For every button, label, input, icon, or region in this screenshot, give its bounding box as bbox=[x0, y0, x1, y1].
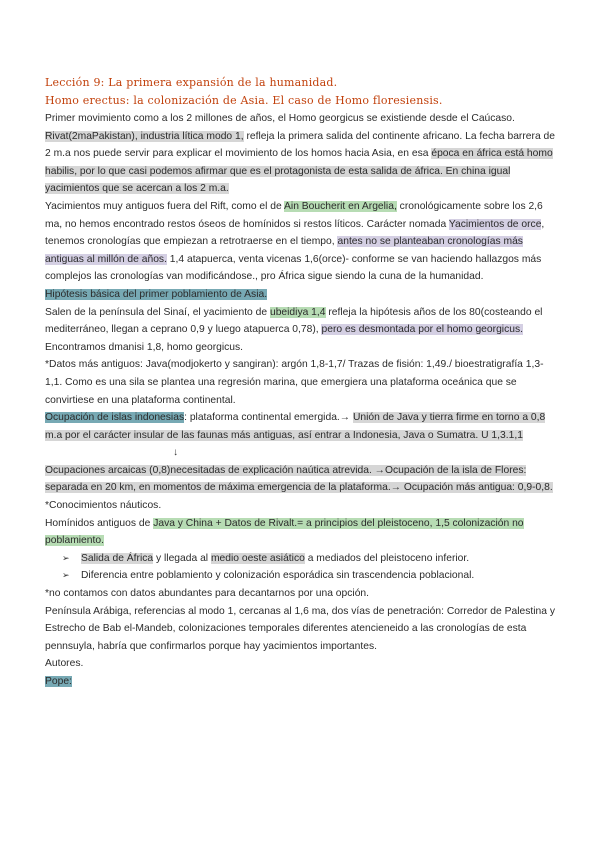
paragraph-nauticos: *Conocimientos náuticos. bbox=[45, 500, 162, 512]
highlight-hipotesis: Hipótesis básica del primer poblamiento de Asia. bbox=[45, 288, 268, 300]
highlight-ain-boucherit: Ain Boucherit en Argelia, bbox=[284, 200, 397, 212]
paragraph-flores bbox=[45, 462, 557, 497]
lesson-subtitle: Homo erectus: la colonización de Asia. El caso de Homo floresiensis. bbox=[45, 94, 443, 107]
paragraph-georgicus bbox=[45, 110, 557, 198]
highlight-homo-habilis: época en áfrica está homo habilis, por lo que casi podemos afirmar que es el protagonista de esta salida de áfrica. En china igual yacimientos que se acercan a los 2 m.a. bbox=[45, 148, 553, 195]
highlight-islas-indonesias: Ocupación de islas indonesias bbox=[45, 412, 185, 424]
text-run: y llegada al bbox=[153, 552, 211, 564]
highlight-desmontada: pero es desmontada por el homo georgicus. bbox=[321, 324, 523, 336]
text-run: Salen de la península del Sinaí, el yacimiento de bbox=[45, 306, 270, 318]
text-run: , tenemos cronologías que empiezan a retrotraerse en el tiempo, bbox=[45, 218, 545, 248]
text-run: a mediados del pleistoceno inferior. bbox=[304, 552, 470, 564]
highlight-salida-africa: Salida de África bbox=[81, 552, 154, 564]
highlight-ocupaciones: Ocupaciones arcaicas (0,8)necesitadas de explicación naútica atrevida. →Ocupación de la isla de Flores: separada en 20 km, en momentos de máxima emergencia de la plataforma.→ Ocupación más antigua: 0,9-0,8. bbox=[45, 464, 553, 494]
paragraph-datos-java: *Datos más antiguos: Java(modjokerto y sangiran): argón 1,8-1,7/ Trazas de fisión: 1,49./ bioestratigrafía 1,3-1,1. Como es una sila se plantea una regresión marina, que emergiera una plataforma oceánica que se convirtiese en una plataforma continental. bbox=[45, 359, 544, 406]
down-arrow: ↓ bbox=[173, 447, 179, 459]
paragraph-pope bbox=[45, 673, 557, 691]
paragraph-sinai bbox=[45, 304, 557, 357]
text-run: : plataforma continental emergida.→ bbox=[184, 412, 353, 424]
paragraph-indonesia bbox=[45, 409, 557, 444]
text-run: cronológicamente sobre los 2,6 ma, no hemos encontrado restos óseos de homínidos si restos líticos. Carácter nomada bbox=[45, 200, 543, 230]
highlight-union-java: Unión de Java y tierra firme en torno a 0,8 m.a por el carácter insular de las faunas más antiguas, así entrar a Indonesia, Java o Sumatra. U 1,3.1,1 bbox=[45, 412, 546, 441]
text-run: refleja la primera salida del continente africano. La fecha barrera de 2 m.a nos puede servir para explicar el movimiento de los homos hacia Asia, en esa bbox=[45, 130, 555, 160]
text-run: refleja la hipótesis años de los 80(costeando el mediterráneo, llegan a ceprano 0,9 y luego atapuerca 0,78), bbox=[45, 306, 543, 336]
list-item bbox=[45, 567, 557, 585]
highlight-medio-oeste: medio oeste asiático bbox=[210, 552, 305, 564]
text-run: 1,4 atapuerca, venta vicenas 1,6(orce)- conforme se van haciendo hallazgos más complejos las cronologías van modificándose., pro África sigue siendo la cuna de la humanidad. bbox=[45, 253, 542, 283]
highlight-ubeidiya: ubeidiya 1,4 bbox=[269, 306, 326, 318]
bullet-list bbox=[45, 550, 557, 585]
list-item bbox=[45, 550, 557, 568]
text-run: Homínidos antiguos de bbox=[45, 517, 154, 529]
text-run: Diferencia entre poblamiento y colonización esporádica sin trascendencia poblacional. bbox=[81, 570, 475, 582]
paragraph-hominidos bbox=[45, 515, 557, 550]
highlight-cronologias: antes no se planteaban cronologías más antiguas al millón de años. bbox=[45, 236, 523, 265]
highlight-orce: Yacimientos de orce bbox=[448, 218, 542, 230]
highlight-rivat: Rivat(2maPakistan), bbox=[45, 130, 141, 142]
heading-hipotesis bbox=[45, 286, 557, 304]
highlight-java-china: Java y China + Datos de Rivalt.= a principios del pleistoceno, 1,5 colonización no poblamiento. bbox=[45, 517, 524, 547]
paragraph-autores: Autores. bbox=[45, 658, 84, 670]
text-run: Primer movimiento como a los 2 millones de años, el Homo georgicus se existiende desde el Caúcaso. bbox=[45, 113, 515, 124]
paragraph-arabiga: Península Arábiga, referencias al modo 1, cercanas al 1,6 ma, dos vías de penetración: Corredor de Palestina y Estrecho de Bab el-Mandeb, colonizaciones temporales diferentes atencieneido a las cronologías de esta pennsuyla, habría que confirmarlos porque hay yacimientos importantes. bbox=[45, 605, 555, 652]
paragraph-no-datos: *no contamos con datos abundantes para decantarnos por una opción. bbox=[45, 588, 370, 600]
text-run: Encontramos dmanisi 1,8, homo georgicus. bbox=[45, 341, 244, 353]
document-page bbox=[45, 74, 557, 691]
text-run: Yacimientos muy antiguos fuera del Rift, como el de bbox=[45, 200, 285, 212]
lesson-title: Lección 9: La primera expansión de la humanidad. bbox=[45, 76, 338, 89]
highlight-pope: Pope: bbox=[45, 676, 72, 687]
paragraph-rift bbox=[45, 198, 557, 286]
highlight-modo1: industria lítica modo 1, bbox=[140, 130, 244, 142]
